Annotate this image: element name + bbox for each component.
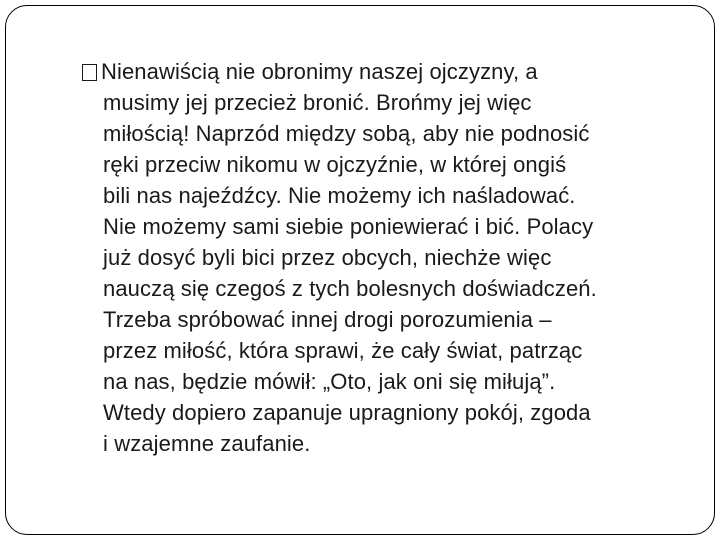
paragraph-line: Trzeba spróbować innej drogi porozumienia – [103,307,552,332]
paragraph-line: nauczą się czegoś z tych bolesnych doświadczeń. [103,276,597,301]
quote-paragraph [82,56,692,459]
paragraph-line: musimy jej przecież bronić. Brońmy jej więc [103,90,532,115]
paragraph-line [82,56,692,87]
paragraph-line: przez miłość, która sprawi, że cały świat, patrząc [103,338,583,363]
bullet-box-icon [82,64,97,81]
paragraph-line: już dosyć byli bici przez obcych, niechże więc [103,245,552,270]
paragraph-line: Wtedy dopiero zapanuje upragniony pokój, zgoda [103,400,591,425]
paragraph-line-text: Nienawiścią nie obronimy naszej ojczyzny, a [101,59,538,84]
paragraph-line: miłością! Naprzód między sobą, aby nie podnosić [103,121,590,146]
paragraph-line: ręki przeciw nikomu w ojczyźnie, w której ongiś [103,152,567,177]
paragraph-line: i wzajemne zaufanie. [103,431,311,456]
paragraph-line: bili nas najeźdźcy. Nie możemy ich naśladować. [103,183,576,208]
paragraph-line: na nas, będzie mówił: „Oto, jak oni się miłują”. [103,369,556,394]
paragraph-line: Nie możemy sami siebie poniewierać i bić. Polacy [103,214,594,239]
